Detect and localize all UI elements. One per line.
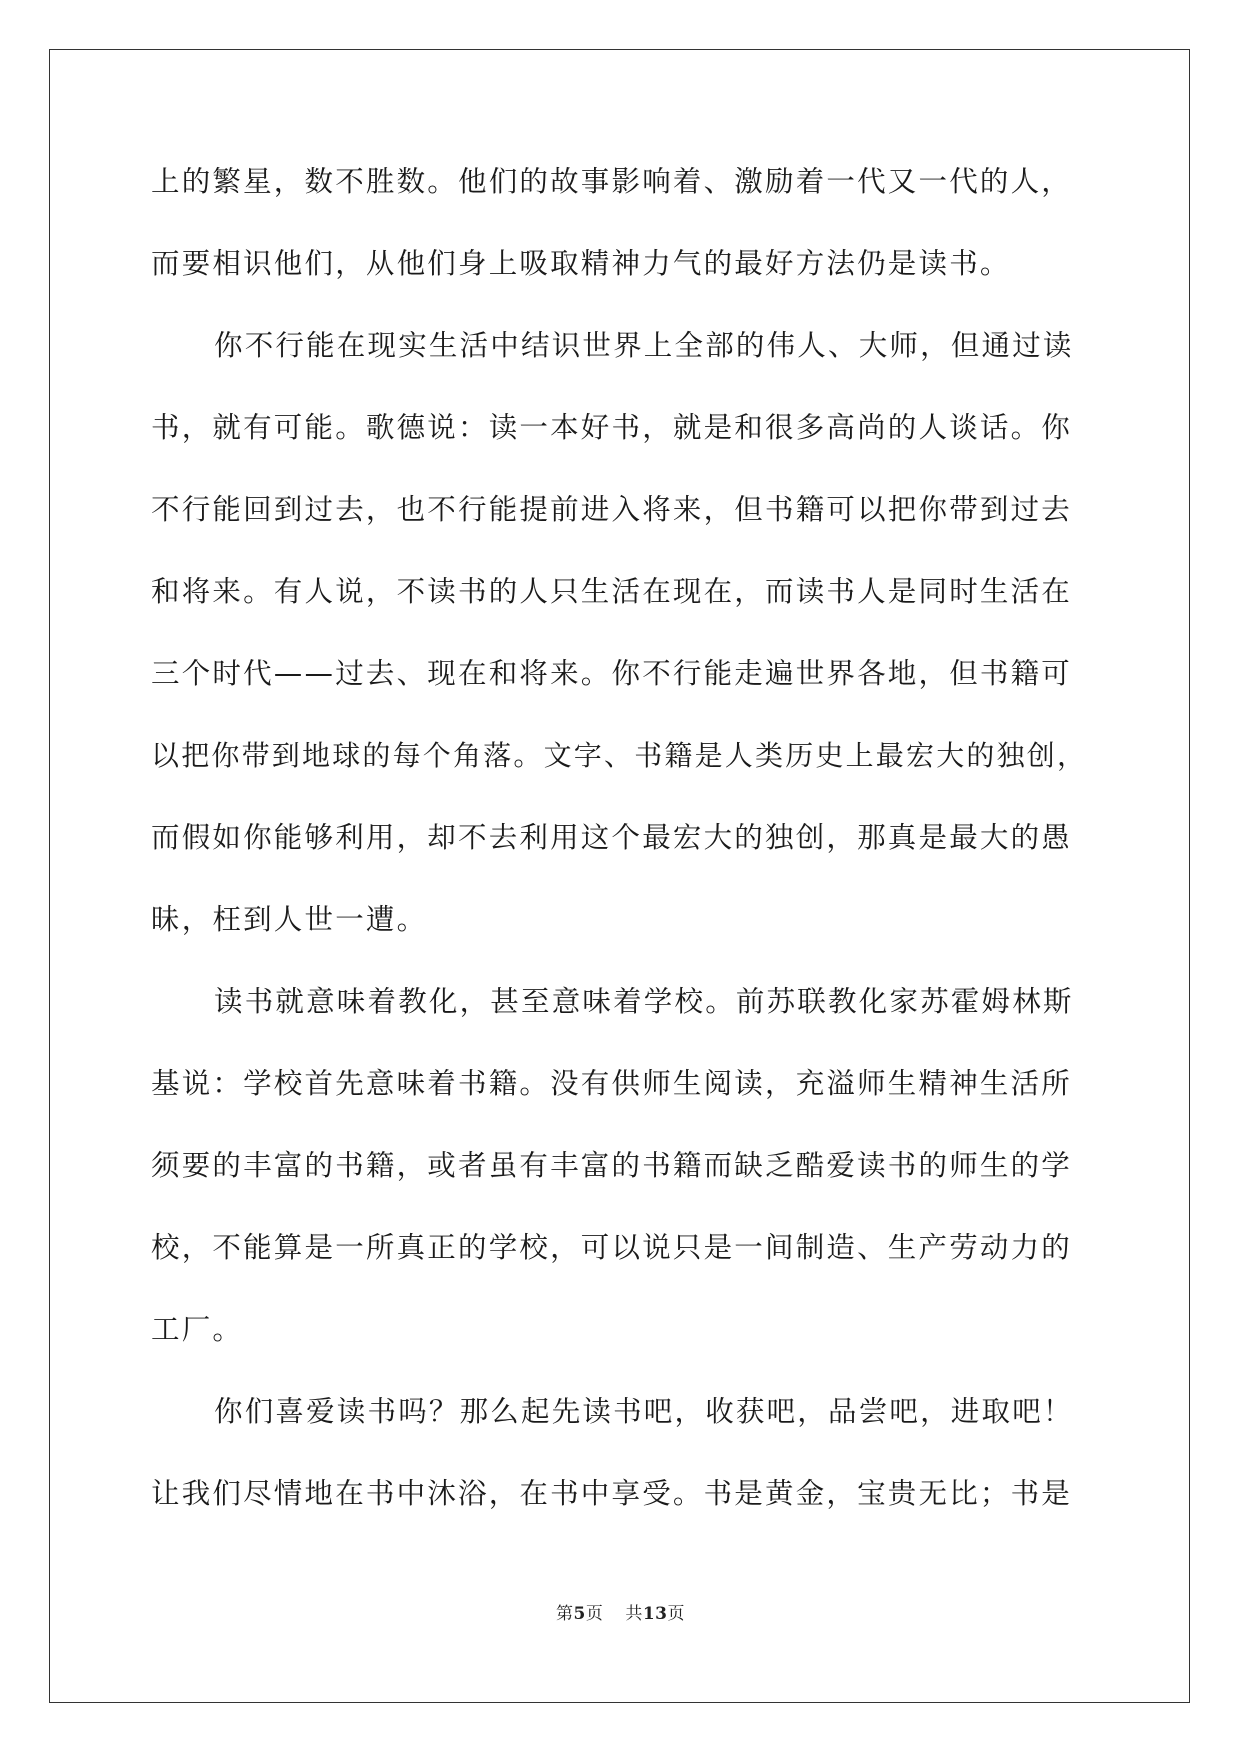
text-line: 工厂。 — [151, 1313, 244, 1346]
text-line: 你不行能在现实生活中结识世界上全部的伟人、大师，但通过读 — [214, 329, 1074, 362]
text-line: 基说：学校首先意味着书籍。没有供师生阅读，充溢师生精神生活所 — [151, 1067, 1073, 1100]
text-line: 而要相识他们，从他们身上吸取精神力气的最好方法仍是读书。 — [151, 247, 1011, 280]
text-line: 不行能回到过去，也不行能提前进入将来，但书籍可以把你带到过去 — [151, 493, 1073, 526]
text-line: 以把你带到地球的每个角落。文字、书籍是人类历史上最宏大的独创， — [151, 739, 1088, 772]
text-line: 让我们尽情地在书中沐浴，在书中享受。书是黄金，宝贵无比；书是 — [151, 1477, 1073, 1510]
footer-page-suffix: 页 — [585, 1604, 604, 1624]
text-line: 上的繁星，数不胜数。他们的故事影响着、激励着一代又一代的人， — [151, 165, 1073, 198]
document-body — [151, 162, 1091, 1556]
page-number: 5 — [573, 1604, 586, 1624]
footer-total-suffix: 页 — [667, 1604, 685, 1624]
text-line: 和将来。有人说，不读书的人只生活在现在，而读书人是同时生活在 — [151, 575, 1073, 608]
footer-total-prefix: 共 — [625, 1604, 643, 1624]
text-line: 而假如你能够利用，却不去利用这个最宏大的独创，那真是最大的愚 — [151, 821, 1073, 854]
text-line: 须要的丰富的书籍，或者虽有丰富的书籍而缺乏酷爱读书的师生的学 — [151, 1149, 1073, 1182]
total-pages: 13 — [642, 1604, 668, 1624]
text-line: 昧，枉到人世一遭。 — [151, 903, 428, 936]
text-line: 书，就有可能。歌德说：读一本好书，就是和很多高尚的人谈话。你 — [151, 411, 1073, 444]
text-line: 校，不能算是一所真正的学校，可以说只是一间制造、生产劳动力的 — [151, 1231, 1073, 1264]
text-line: 三个时代——过去、现在和将来。你不行能走遍世界各地，但书籍可 — [151, 657, 1073, 690]
text-line: 你们喜爱读书吗？那么起先读书吧，收获吧，品尝吧，进取吧！ — [214, 1395, 1074, 1428]
text-line: 读书就意味着教化，甚至意味着学校。前苏联教化家苏霍姆林斯 — [214, 985, 1074, 1018]
footer-prefix: 第 — [555, 1604, 574, 1624]
page-footer — [0, 1599, 1241, 1624]
